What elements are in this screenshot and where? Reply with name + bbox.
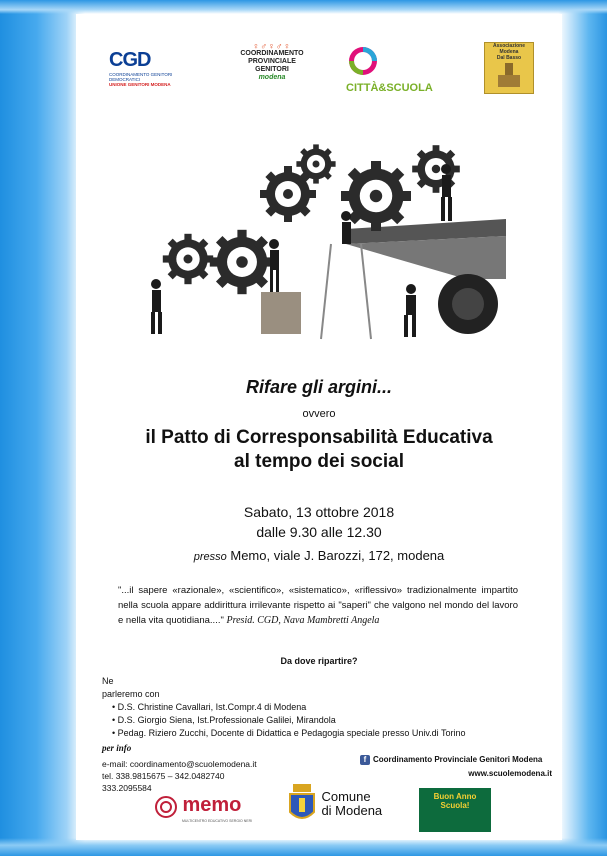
figures-icon: ♀♂♀♂♀: [252, 41, 292, 51]
buon-anno-scuola-logo: Buon Anno Scuola!: [419, 788, 491, 832]
event-date: Sabato, 13 ottobre 2018 dalle 9.30 alle 12.30: [243, 504, 395, 540]
page-title: Rifare gli argini...: [245, 377, 393, 397]
facebook-icon: f: [360, 755, 370, 765]
tower-icon: [494, 61, 524, 87]
cgd-logo: CGD COORDINAMENTO GENITORI DEMOCRATICI UNIONE GENITORI MODENA: [109, 49, 199, 87]
ovvero-text: ovvero: [302, 408, 336, 420]
gears-teamwork-illustration: [146, 144, 506, 349]
email-link[interactable]: coordinamento@scuolemodena.it: [129, 759, 257, 769]
citta-scuola-icon: [346, 44, 380, 78]
info-block: per info e-mail: coordinamento@scuolemodena.it tel. 338.9815675 – 342.0482740 333.2095584: [102, 743, 257, 793]
speakers-list: Ne parleremo con • D.S. Christine Cavallari, Ist.Compr.4 di Modena • D.S. Giorgio Siena, Ist.Professionale Galilei, Mirandola • Pedag. Riziero Zucchi, Docente di Didattica e Pedagogia speciale presso Univ.di Torino: [102, 675, 542, 740]
comune-logo: Comune di Modena: [287, 782, 417, 826]
list-item: • Pedag. Riziero Zucchi, Docente di Didattica e Pedagogia speciale presso Univ.di Torino: [112, 728, 466, 738]
list-item: • D.S. Christine Cavallari, Ist.Compr.4 di Modena: [112, 702, 307, 712]
memo-circle-icon: [154, 795, 178, 819]
speaker-items: [102, 701, 542, 740]
memo-logo: memo MULTICENTRO EDUCATIVO SERGIO NERI: [154, 794, 284, 823]
coordinamento-logo: ♀♂♀♂♀ COORDINAMENTO PROVINCIALE GENITORI modena: [222, 42, 322, 82]
citta-scuola-logo: CITTÀ&SCUOLA: [346, 44, 456, 96]
associazione-logo: Associazione Modena Dal Basso: [484, 42, 534, 94]
list-item: • D.S. Giorgio Siena, Ist.Professionale Galilei, Mirandola: [112, 715, 336, 725]
quote-block: "...il sapere «razionale», «scientifico», «sistematico», «riflessivo» tradizionalmente impartito nella scuola appare addirittura irrilevante rispetto ai "saperi" che valgono nel mondo del lavoro e nella vita quotidiana...." Presid. CGD, Nava Mambretti Angela: [118, 585, 518, 626]
question-text: Da dove ripartire?: [280, 656, 358, 666]
social-block: f Coordinamento Provinciale Genitori Modena www.scuolemodena.it: [360, 755, 560, 778]
website-link[interactable]: www.scuolemodena.it: [468, 769, 552, 778]
event-place: presso Memo, viale J. Barozzi, 172, modena: [193, 548, 445, 563]
main-heading: il Patto di Corresponsabilità Educativa al tempo dei social: [145, 427, 493, 472]
flyer: [76, 14, 562, 840]
cgd-logo-mark: CGD: [109, 49, 151, 71]
coat-of-arms-icon: [287, 782, 317, 826]
